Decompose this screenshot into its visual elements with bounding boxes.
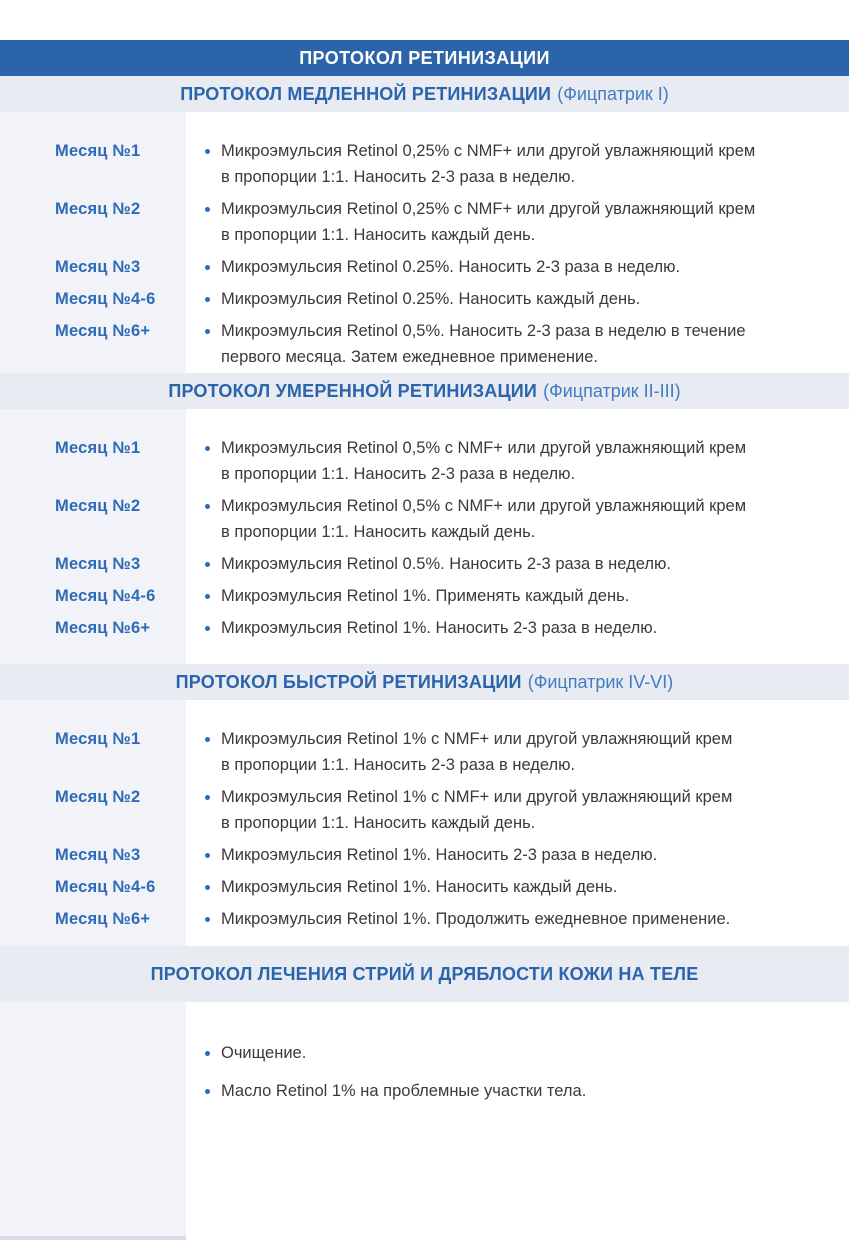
protocol-row [0, 842, 849, 868]
bullet-text-line: Микроэмульсия Retinol 0,5% с NMF+ или другой увлажняющий крем [221, 497, 747, 515]
section-title: ПРОТОКОЛ УМЕРЕННОЙ РЕТИНИЗАЦИИ [168, 380, 538, 401]
bullet-item [205, 583, 629, 609]
bullet-text [221, 615, 657, 641]
bullet-item [205, 906, 730, 932]
bullet-text [221, 784, 732, 836]
month-label: Месяц №2 [55, 788, 141, 806]
bullet-dot-icon [205, 917, 210, 922]
month-label: Месяц №1 [55, 142, 141, 160]
protocol-row [0, 583, 849, 609]
protocol-row [0, 551, 849, 577]
bullet-item [205, 615, 657, 641]
month-label: Месяц №6+ [55, 910, 151, 928]
bullet-item [205, 318, 746, 370]
bullet-text [221, 726, 732, 778]
bullet-dot-icon [205, 795, 210, 800]
bullet-text-line: Микроэмульсия Retinol 0,5%. Наносить 2-3 раза в неделю в течение [221, 322, 746, 340]
bullet-dot-icon [205, 446, 210, 451]
section-subtitle-fitzpatrick: (Фицпатрик II-III) [543, 380, 681, 401]
protocol-row [0, 726, 849, 778]
bullet-text-line: Микроэмульсия Retinol 1%. Продолжить ежедневное применение. [221, 910, 731, 928]
bullet-item [205, 1040, 306, 1066]
bullet-text-line: Микроэмульсия Retinol 1%. Применять каждый день. [221, 587, 630, 605]
bullet-dot-icon [205, 149, 210, 154]
section-title: ПРОТОКОЛ ЛЕЧЕНИЯ СТРИЙ И ДРЯБЛОСТИ КОЖИ НА ТЕЛЕ [150, 963, 699, 984]
bullet-dot-icon [205, 737, 210, 742]
bullet-text-line: Микроэмульсия Retinol 0,25% с NMF+ или другой увлажняющий крем [221, 142, 756, 160]
bullet-text-line: Масло Retinol 1% на проблемные участки тела. [221, 1082, 587, 1100]
bullet-text-line: Микроэмульсия Retinol 0,25% с NMF+ или другой увлажняющий крем [221, 200, 756, 218]
protocol-row [0, 493, 849, 545]
month-label: Месяц №3 [55, 555, 141, 573]
month-label: Месяц №3 [55, 846, 141, 864]
bullet-dot-icon [205, 207, 210, 212]
bullet-item [205, 286, 640, 312]
bullet-text-line: Микроэмульсия Retinol 0.25%. Наносить 2-3 раза в неделю. [221, 258, 681, 276]
bullet-text [221, 874, 617, 900]
bullet-dot-icon [205, 1051, 210, 1056]
bullet-text [221, 1078, 586, 1104]
section-rows-stretch-marks [0, 1002, 849, 1134]
bullet-text-line: Очищение. [221, 1044, 307, 1062]
month-label: Месяц №2 [55, 497, 141, 515]
bullet-text-line: Микроэмульсия Retinol 0,5% с NMF+ или другой увлажняющий крем [221, 439, 747, 457]
bullet-dot-icon [205, 504, 210, 509]
section-header-moderate-retinization [0, 373, 849, 409]
protocol-row [0, 874, 849, 900]
section-subtitle-fitzpatrick: (Фицпатрик IV-VI) [527, 671, 674, 692]
bullet-item [205, 254, 680, 280]
section-rows-fast-retinization [0, 700, 849, 946]
bullet-dot-icon [205, 626, 210, 631]
bullet-text-line: в пропорции 1:1. Наносить 2-3 раза в неделю. [221, 756, 576, 774]
bullet-text [221, 286, 640, 312]
protocol-row [0, 615, 849, 641]
bullet-text-line: в пропорции 1:1. Наносить каждый день. [221, 523, 536, 541]
protocol-row [0, 784, 849, 836]
bullet-text-line: в пропорции 1:1. Наносить 2-3 раза в неделю. [221, 465, 576, 483]
section-rows-slow-retinization [0, 112, 849, 373]
bullet-item [205, 874, 617, 900]
bullet-dot-icon [205, 853, 210, 858]
protocol-row [0, 318, 849, 370]
bullet-dot-icon [205, 1089, 210, 1094]
bullet-text [221, 583, 629, 609]
month-label: Месяц №1 [55, 730, 141, 748]
bullet-text-line: в пропорции 1:1. Наносить каждый день. [221, 226, 536, 244]
section-title: ПРОТОКОЛ БЫСТРОЙ РЕТИНИЗАЦИИ [175, 671, 522, 692]
bullet-text [221, 138, 755, 190]
month-label: Месяц №3 [55, 258, 141, 276]
bullet-text [221, 842, 657, 868]
main-title-bar [0, 40, 849, 76]
month-label: Месяц №6+ [55, 322, 151, 340]
month-label: Месяц №4-6 [55, 587, 156, 605]
bullet-text [221, 196, 755, 248]
document-title: ПРОТОКОЛ РЕТИНИЗАЦИИ [299, 47, 550, 68]
bullet-dot-icon [205, 594, 210, 599]
section-rows-moderate-retinization [0, 409, 849, 664]
bullet-dot-icon [205, 265, 210, 270]
bullet-text [221, 1040, 306, 1066]
bullet-item [205, 784, 732, 836]
bullet-text-line: Микроэмульсия Retinol 1% с NMF+ или другой увлажняющий крем [221, 730, 733, 748]
bullet-item [205, 196, 755, 248]
bullet-text-line: Микроэмульсия Retinol 1% с NMF+ или другой увлажняющий крем [221, 788, 733, 806]
section-header-fast-retinization [0, 664, 849, 700]
bullet-text-line: в пропорции 1:1. Наносить каждый день. [221, 814, 536, 832]
section-header-slow-retinization [0, 76, 849, 112]
protocol-row [0, 1040, 849, 1066]
bullet-text [221, 435, 746, 487]
bullet-text [221, 906, 730, 932]
bullet-dot-icon [205, 562, 210, 567]
bullet-item [205, 138, 755, 190]
bullet-text-line: Микроэмульсия Retinol 1%. Наносить 2-3 раза в неделю. [221, 619, 658, 637]
document-page [0, 40, 849, 1134]
bullet-text [221, 318, 746, 370]
bullet-text-line: Микроэмульсия Retinol 1%. Наносить каждый день. [221, 878, 618, 896]
protocol-row [0, 286, 849, 312]
bullet-text-line: в пропорции 1:1. Наносить 2-3 раза в неделю. [221, 168, 576, 186]
month-label: Месяц №6+ [55, 619, 151, 637]
section-header-stretch-marks [0, 946, 849, 1002]
bullet-item [205, 551, 671, 577]
protocol-row [0, 138, 849, 190]
bullet-text [221, 254, 680, 280]
bullet-dot-icon [205, 885, 210, 890]
protocol-row [0, 1078, 849, 1104]
protocol-row [0, 906, 849, 932]
bullet-text [221, 493, 746, 545]
bullet-text-line: Микроэмульсия Retinol 0.5%. Наносить 2-3 раза в неделю. [221, 555, 671, 573]
bullet-text [221, 551, 671, 577]
bullet-text-line: первого месяца. Затем ежедневное применение. [221, 348, 599, 366]
bullet-item [205, 842, 657, 868]
bullet-dot-icon [205, 297, 210, 302]
month-label: Месяц №2 [55, 200, 141, 218]
left-rail-bottom-strip [0, 1236, 186, 1240]
month-label: Месяц №4-6 [55, 290, 156, 308]
bullet-text-line: Микроэмульсия Retinol 1%. Наносить 2-3 раза в неделю. [221, 846, 658, 864]
month-label: Месяц №4-6 [55, 878, 156, 896]
bullet-item [205, 435, 746, 487]
section-title: ПРОТОКОЛ МЕДЛЕННОЙ РЕТИНИЗАЦИИ [180, 83, 552, 104]
bullet-item [205, 726, 732, 778]
protocol-row [0, 435, 849, 487]
month-label: Месяц №1 [55, 439, 141, 457]
protocol-row [0, 196, 849, 248]
bullet-dot-icon [205, 329, 210, 334]
section-subtitle-fitzpatrick: (Фицпатрик I) [557, 83, 669, 104]
bullet-text-line: Микроэмульсия Retinol 0.25%. Наносить каждый день. [221, 290, 641, 308]
bullet-item [205, 493, 746, 545]
protocol-row [0, 254, 849, 280]
bullet-item [205, 1078, 586, 1104]
